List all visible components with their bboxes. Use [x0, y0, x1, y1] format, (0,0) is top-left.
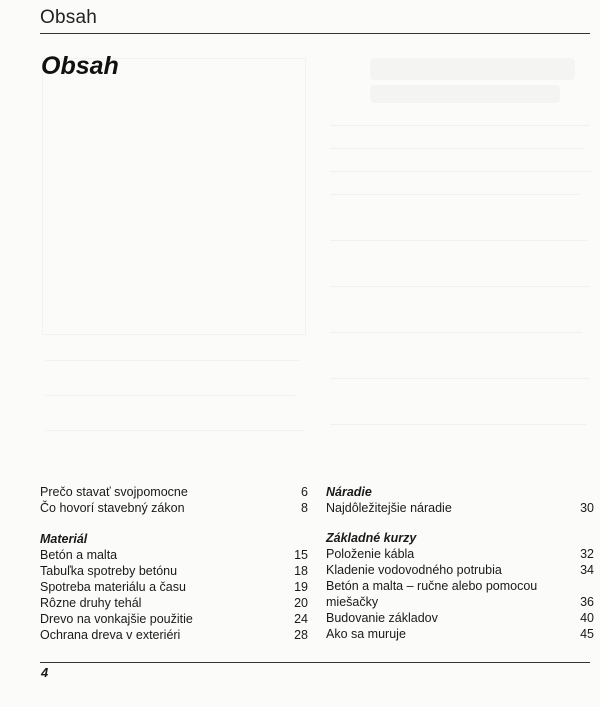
bleed-through-line [45, 395, 295, 396]
bleed-through-frame [42, 58, 306, 335]
toc-entry-title: Drevo na vonkajšie použitie [40, 612, 193, 626]
toc-entry-title: Budovanie základov [326, 611, 438, 625]
toc-entry-title: Prečo stavať svojpomocne [40, 485, 188, 499]
toc-entry-title: Rôzne druhy tehál [40, 596, 142, 610]
toc-left-column [40, 484, 308, 643]
toc-entry-title: Kladenie vodovodného potrubia [326, 563, 502, 577]
toc-entry-page: 30 [580, 501, 594, 515]
bleed-through-subheading [370, 85, 560, 103]
toc-entry-page: 28 [294, 628, 308, 642]
bleed-through-line [45, 430, 303, 431]
toc-entry-title: Položenie kábla [326, 547, 415, 561]
bleed-through-line [330, 332, 582, 333]
toc-entry-page: 20 [294, 596, 308, 610]
bleed-through-line [330, 286, 590, 287]
toc-entry-page: 15 [294, 548, 308, 562]
toc-entry[interactable] [326, 610, 594, 626]
toc-entry-page: 24 [294, 612, 308, 626]
toc-right-column [326, 484, 594, 642]
page-number: 4 [41, 665, 49, 680]
bleed-through-line [45, 360, 300, 361]
toc-entry-page: 40 [580, 611, 594, 625]
toc-entry[interactable] [40, 595, 308, 611]
toc-entry[interactable] [40, 547, 308, 563]
bleed-through-heading [370, 58, 575, 80]
toc-entry-page: 8 [301, 501, 308, 515]
toc-entry-title: Betón a malta – ručne alebo pomocou miešačky [326, 579, 538, 609]
toc-section-heading-basic-courses: Základné kurzy [326, 531, 417, 545]
bleed-through-line [330, 194, 580, 195]
bleed-through-line [330, 125, 590, 126]
toc-entry[interactable] [40, 500, 308, 516]
toc-entry[interactable] [326, 578, 594, 610]
bleed-through-line [330, 148, 585, 149]
toc-entry[interactable] [326, 562, 594, 578]
toc-section-heading-tools: Náradie [326, 485, 372, 499]
toc-entry[interactable] [40, 627, 308, 643]
toc-entry-title: Tabuľka spotreby betónu [40, 564, 178, 578]
toc-entry-page: 6 [301, 485, 308, 499]
toc-entry-page: 36 [580, 595, 594, 609]
bleed-through-line [330, 171, 592, 172]
toc-entry-title: Betón a malta [40, 548, 118, 562]
header-rule [40, 33, 590, 34]
toc-entry[interactable] [40, 579, 308, 595]
toc-entry-page: 19 [294, 580, 308, 594]
bleed-through-line [330, 424, 586, 425]
toc-entry[interactable] [40, 484, 308, 500]
toc-entry-title: Najdôležitejšie náradie [326, 501, 452, 515]
toc-section-heading-material: Materiál [40, 532, 88, 546]
toc-entry-title: Spotreba materiálu a času [40, 580, 186, 594]
bleed-through-line [330, 378, 590, 379]
toc-entry[interactable] [326, 500, 594, 516]
toc-entry-page: 34 [580, 563, 594, 577]
running-header-title: Obsah [40, 7, 97, 28]
toc-entry[interactable] [40, 611, 308, 627]
toc-entry-title: Ochrana dreva v exteriéri [40, 628, 181, 642]
toc-entry-page: 18 [294, 564, 308, 578]
page-title: Obsah [41, 52, 119, 80]
footer-rule [40, 662, 590, 663]
toc-entry-title: Čo hovorí stavebný zákon [40, 501, 185, 515]
toc-entry[interactable] [40, 563, 308, 579]
toc-entry-title: Ako sa muruje [326, 627, 406, 641]
toc-entry-page: 45 [580, 627, 594, 641]
toc-entry-page: 32 [580, 547, 594, 561]
toc-entry[interactable] [326, 626, 594, 642]
toc-entry[interactable] [326, 546, 594, 562]
bleed-through-line [330, 240, 588, 241]
